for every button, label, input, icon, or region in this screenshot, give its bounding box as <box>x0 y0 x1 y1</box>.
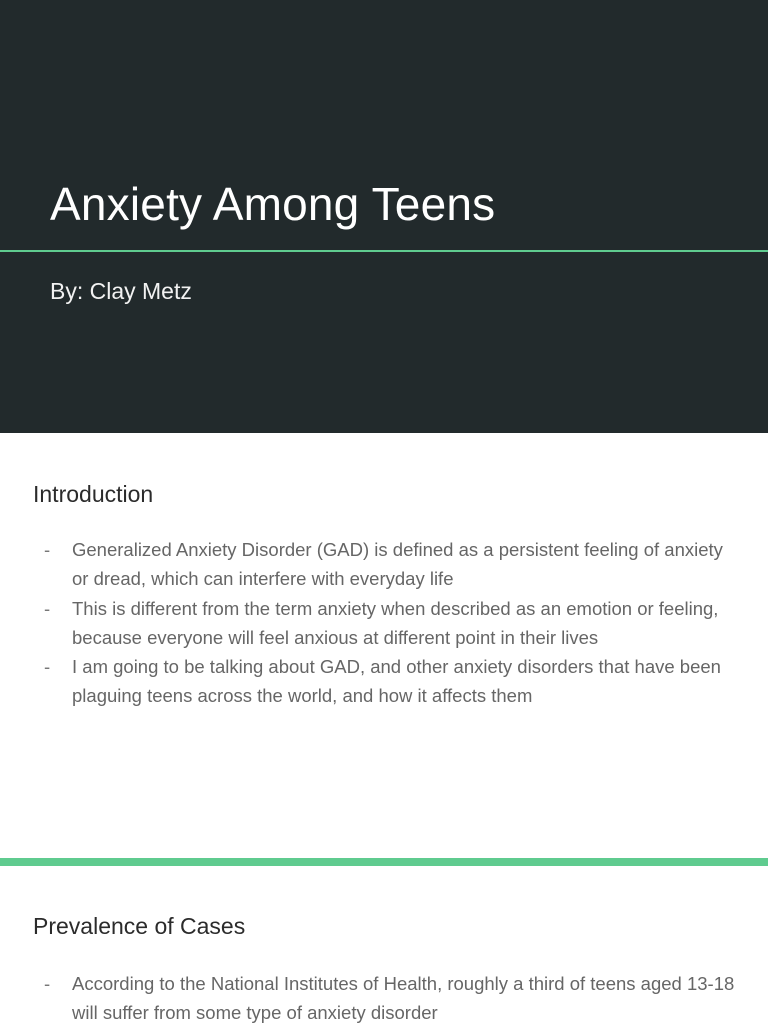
prevalence-bullet-list <box>0 969 768 1024</box>
bullet-text: According to the National Institutes of Health, roughly a third of teens aged 13-18 will suffer from some type of anxiety disorder <box>72 973 735 1024</box>
presentation-title: Anxiety Among Teens <box>50 178 496 230</box>
bullet-dash: - <box>44 973 51 994</box>
bullet-item <box>0 535 768 594</box>
bullet-dash: - <box>44 597 51 619</box>
bullet-text: I am going to be talking about GAD, and other anxiety disorders that have been plaguing teens across the world, and how it affects them <box>72 656 721 707</box>
bullet-dash: - <box>44 539 51 560</box>
bullet-text: Generalized Anxiety Disorder (GAD) is defined as a persistent feeling of anxiety or dread, which can interfere with everyday life <box>72 539 723 590</box>
bullet-dash: - <box>44 656 51 678</box>
bullet-item <box>0 969 768 1024</box>
title-slide <box>0 0 768 433</box>
bullet-item <box>0 652 768 711</box>
slide-divider <box>0 858 768 866</box>
introduction-slide <box>0 433 768 858</box>
bullet-item <box>0 594 768 653</box>
introduction-heading: Introduction <box>33 481 154 507</box>
title-accent-rule <box>0 250 768 252</box>
prevalence-slide <box>0 866 768 1024</box>
author-byline: By: Clay Metz <box>50 278 192 304</box>
introduction-bullet-list <box>0 535 768 711</box>
prevalence-heading: Prevalence of Cases <box>33 913 246 939</box>
bullet-text: This is different from the term anxiety when described as an emotion or feeling, because everyone will feel anxious at different point in their lives <box>72 597 719 648</box>
